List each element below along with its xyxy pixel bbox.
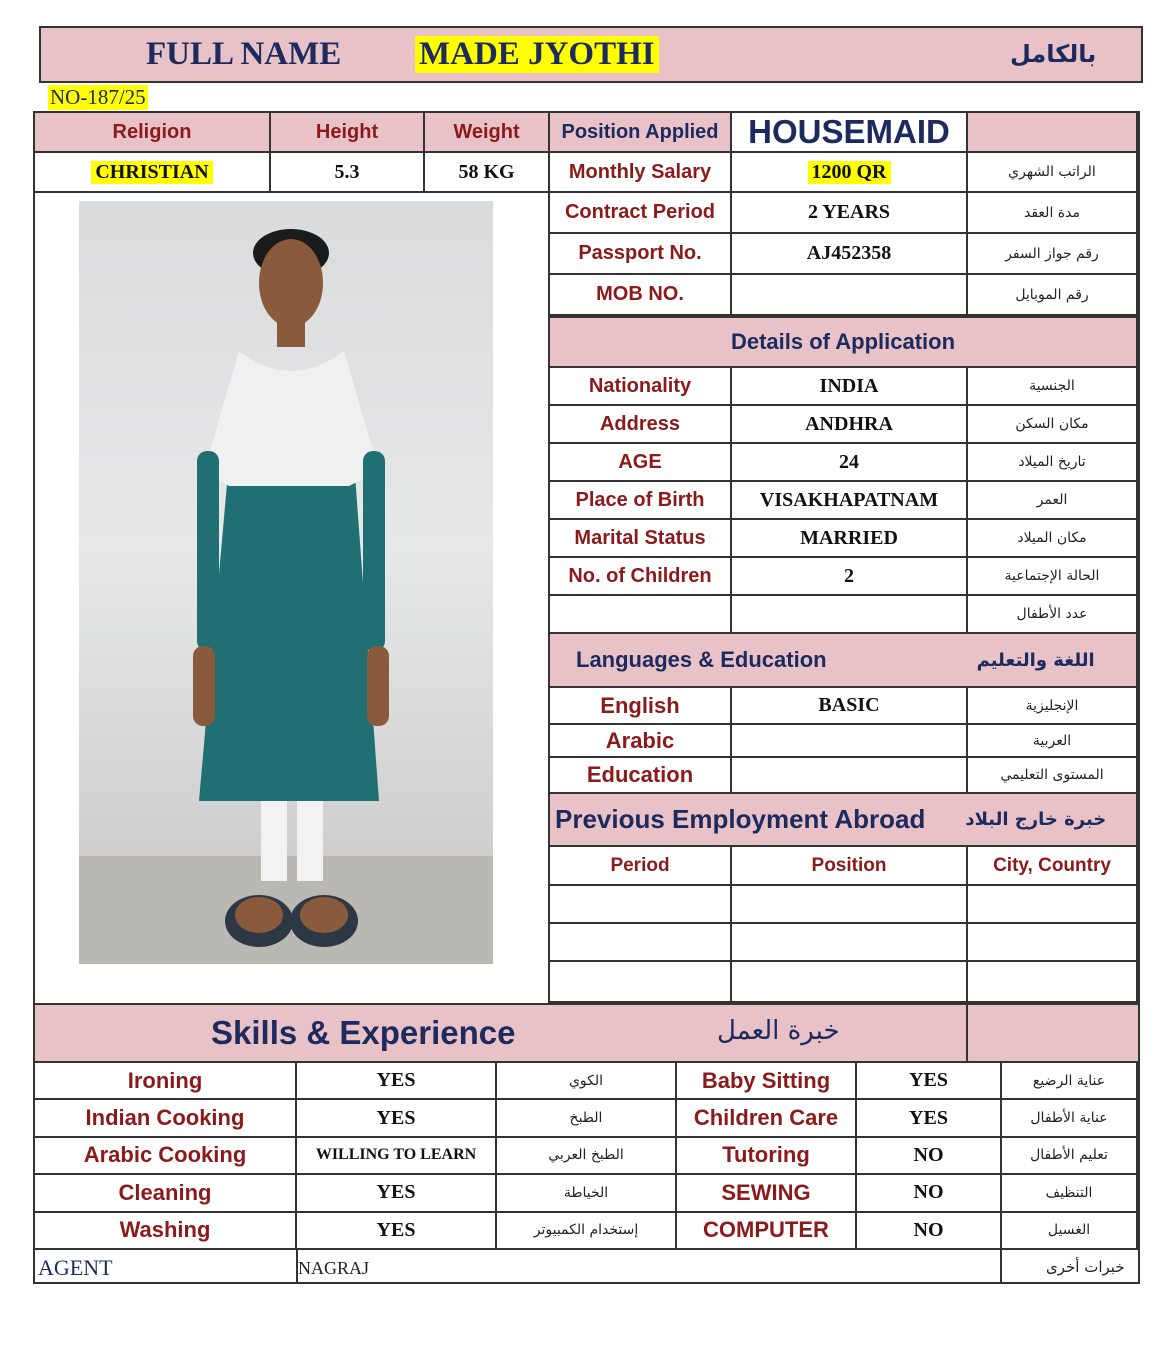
details-arabic: الجنسية — [968, 368, 1138, 406]
skill-arabic: إستخدام الكمبيوتر — [497, 1213, 677, 1250]
language-value — [732, 758, 968, 794]
contract-arabic: رقم جواز السفر — [968, 234, 1138, 275]
skill-arabic: تعليم الأطفال — [1002, 1138, 1138, 1175]
contract-value: AJ452358 — [806, 242, 892, 264]
details-value: VISAKHAPATNAM — [732, 482, 968, 520]
contract-arabic: رقم الموبايل — [968, 275, 1138, 316]
employment-title-cell — [550, 794, 1138, 847]
skill-label: Baby Sitting — [677, 1063, 857, 1100]
photo-divider — [548, 193, 550, 1005]
religion-header: Religion — [35, 113, 271, 153]
contract-label: Contract Period — [550, 193, 732, 234]
contract-value-cell — [732, 275, 968, 316]
employment-period-cell — [550, 962, 732, 1003]
skill-arabic: التنظيف — [1002, 1175, 1138, 1212]
languages-title-arabic: اللغة والتعليم — [976, 649, 1095, 671]
details-value: 24 — [732, 444, 968, 482]
details-value: MARRIED — [732, 520, 968, 558]
language-arabic: المستوى التعليمي — [968, 758, 1138, 794]
contract-value-cell — [732, 193, 968, 234]
skill-value: YES — [297, 1100, 497, 1137]
language-arabic: العربية — [968, 725, 1138, 758]
agent-divider-2 — [1000, 1250, 1002, 1284]
skill-value: YES — [297, 1175, 497, 1212]
skills-title-arabic: خبرة العمل — [717, 1016, 840, 1046]
skill-value: YES — [297, 1213, 497, 1250]
skill-label: Ironing — [35, 1063, 297, 1100]
skills-title-divider — [966, 1005, 968, 1063]
contract-label: MOB NO. — [550, 275, 732, 316]
position-applied-value: HOUSEMAID — [732, 113, 968, 153]
agent-label: AGENT — [38, 1255, 113, 1280]
full-name-label: FULL NAME — [146, 36, 342, 72]
skill-value: WILLING TO LEARN — [297, 1138, 497, 1175]
employment-col-position: Position — [732, 847, 968, 886]
position-applied-label: Position Applied — [550, 113, 732, 153]
skill-value: YES — [297, 1063, 497, 1100]
skill-label: SEWING — [677, 1175, 857, 1212]
employment-position-cell — [732, 886, 968, 924]
employment-col-period: Period — [550, 847, 732, 886]
full-name-arabic: بالكامل — [1010, 40, 1097, 68]
skill-arabic: الكوي — [497, 1063, 677, 1100]
languages-title-cell — [550, 634, 1138, 688]
details-arabic: تاريخ الميلاد — [968, 444, 1138, 482]
contract-value-cell — [732, 234, 968, 275]
skills-title-bar — [35, 1005, 1138, 1063]
employment-city-cell — [968, 924, 1138, 962]
contract-value-cell — [732, 153, 968, 193]
details-label: Nationality — [550, 368, 732, 406]
contract-value: 2 YEARS — [807, 201, 891, 223]
reference-number: NO-187/25 — [50, 85, 146, 109]
language-value: BASIC — [732, 688, 968, 725]
contract-arabic: الراتب الشهري — [968, 153, 1138, 193]
skill-label: Cleaning — [35, 1175, 297, 1212]
weight-value: 58 KG — [425, 153, 550, 193]
skill-arabic: عناية الرضيع — [1002, 1063, 1138, 1100]
person-figure — [79, 201, 493, 964]
language-arabic: الإنجليزية — [968, 688, 1138, 725]
employment-city-cell — [968, 962, 1138, 1003]
weight-header: Weight — [425, 113, 550, 153]
agent-row — [35, 1250, 1138, 1284]
skill-arabic: الطبخ العربي — [497, 1138, 677, 1175]
skill-label: Indian Cooking — [35, 1100, 297, 1137]
contract-label: Monthly Salary — [550, 153, 732, 193]
details-title: Details of Application — [550, 316, 1138, 368]
contract-value: 1200 QR — [808, 161, 891, 184]
details-label — [550, 596, 732, 634]
skill-arabic: الغسيل — [1002, 1213, 1138, 1250]
skill-label: Children Care — [677, 1100, 857, 1137]
contract-arabic: مدة العقد — [968, 193, 1138, 234]
employment-position-cell — [732, 924, 968, 962]
details-value — [732, 596, 968, 634]
skill-arabic: الخياطة — [497, 1175, 677, 1212]
skill-label: Tutoring — [677, 1138, 857, 1175]
skill-label: Arabic Cooking — [35, 1138, 297, 1175]
employment-period-cell — [550, 924, 732, 962]
contract-label: Passport No. — [550, 234, 732, 275]
agent-value: NAGRAJ — [298, 1258, 370, 1278]
height-value: 5.3 — [271, 153, 425, 193]
details-label: No. of Children — [550, 558, 732, 596]
details-label: AGE — [550, 444, 732, 482]
position-applied-empty — [968, 113, 1138, 153]
details-arabic: عدد الأطفال — [968, 596, 1138, 634]
languages-title: Languages & Education — [576, 647, 827, 672]
employment-period-cell — [550, 886, 732, 924]
details-label: Address — [550, 406, 732, 444]
skill-value: YES — [857, 1063, 1002, 1100]
height-header: Height — [271, 113, 425, 153]
religion-value-cell — [35, 153, 271, 193]
details-value: INDIA — [732, 368, 968, 406]
details-value: 2 — [732, 558, 968, 596]
employment-title: Previous Employment Abroad — [555, 804, 926, 834]
employment-title-arabic: خبرة خارج البلاد — [965, 809, 1107, 830]
skill-label: Washing — [35, 1213, 297, 1250]
employment-col-city: City, Country — [968, 847, 1138, 886]
language-label: Education — [550, 758, 732, 794]
employment-city-cell — [968, 886, 1138, 924]
skill-value: NO — [857, 1138, 1002, 1175]
details-label: Place of Birth — [550, 482, 732, 520]
details-value: ANDHRA — [732, 406, 968, 444]
employment-position-cell — [732, 962, 968, 1003]
skill-arabic: عناية الأطفال — [1002, 1100, 1138, 1137]
skill-label: COMPUTER — [677, 1213, 857, 1250]
religion-value: CHRISTIAN — [91, 161, 212, 184]
skill-arabic: الطبخ — [497, 1100, 677, 1137]
language-label: Arabic — [550, 725, 732, 758]
details-label: Marital Status — [550, 520, 732, 558]
full-name-value: MADE JYOTHI — [415, 36, 659, 73]
agent-arabic: خبرات أخرى — [1046, 1258, 1125, 1276]
details-arabic: مكان السكن — [968, 406, 1138, 444]
details-arabic: العمر — [968, 482, 1138, 520]
skill-value: NO — [857, 1213, 1002, 1250]
language-label: English — [550, 688, 732, 725]
details-arabic: الحالة الإجتماعية — [968, 558, 1138, 596]
language-value — [732, 725, 968, 758]
skill-value: NO — [857, 1175, 1002, 1212]
candidate-photo — [79, 201, 493, 964]
skill-value: YES — [857, 1100, 1002, 1137]
details-arabic: مكان الميلاد — [968, 520, 1138, 558]
skills-title: Skills & Experience — [211, 1014, 516, 1051]
